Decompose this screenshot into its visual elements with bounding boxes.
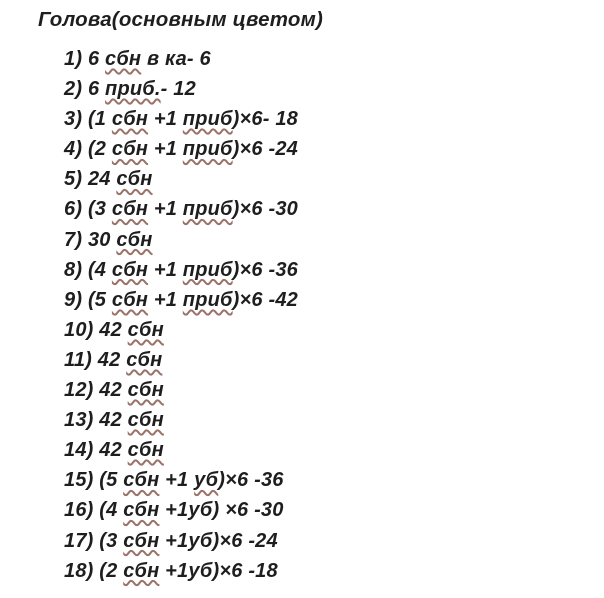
item-text: 6) (3 [64,198,112,221]
misspelled-word: уб [194,469,219,492]
list-item [64,405,604,435]
item-text: 2) 6 [64,78,106,101]
item-text: 17) (3 [64,529,124,552]
misspelled-word: сбн [127,439,164,462]
misspelled-word: сбн [111,288,149,311]
list-item [64,556,604,586]
document-page [0,7,604,598]
item-text: 5) 24 [64,168,117,191]
misspelled-word: сбн [127,409,164,432]
item-text: в ка- 6 [141,48,211,70]
item-text: +1 [148,288,183,311]
page-title: Голова(основным цветом) [38,8,323,31]
item-text: +1 [148,138,183,161]
list-item [64,465,604,495]
list-item [64,225,604,255]
misspelled-word: сбн [123,529,160,552]
list-item [64,104,604,134]
misspelled-word: приб [182,258,233,281]
item-text: 10) 42 [64,318,128,341]
list-item [64,375,604,405]
misspelled-word: сбн [127,379,164,402]
item-text: 4) (2 [64,138,112,161]
misspelled-word: сбн [123,469,160,492]
item-text: )×6- 18 [232,108,298,131]
list-item [64,435,604,465]
misspelled-word: сбн [116,228,153,251]
item-text: 11) 42 [64,348,127,371]
misspelled-word: сбн [127,318,164,341]
list-item [64,74,604,104]
misspelled-word: приб [182,138,233,161]
list-item [64,194,604,224]
item-text: 3) (1 [64,108,112,131]
pattern-list [64,44,604,586]
item-text: 12) 42 [64,379,128,402]
misspelled-word: сбн [123,559,160,582]
list-item [64,495,604,525]
item-text: )×6 -42 [232,288,298,311]
list-item [64,315,604,345]
misspelled-word: приб [182,108,233,131]
item-text: 15) (5 [64,469,124,492]
misspelled-word: сбн [111,258,149,281]
list-item [64,285,604,315]
misspelled-word: сбн [111,138,149,161]
misspelled-word: сбн [105,48,142,70]
misspelled-word: сбн [111,198,149,221]
item-text: )×6 -30 [232,198,298,221]
item-text: 18) (2 [64,559,124,582]
item-text: - 12 [160,78,196,101]
item-text: 14) 42 [64,439,128,462]
item-text: +1 [159,469,195,492]
list-item [64,134,604,164]
item-text: +1уб)×6 -18 [159,559,278,582]
item-text: 8) (4 [64,258,112,281]
list-item [64,526,604,556]
item-text: +1уб)×6 -24 [159,529,278,552]
list-item [64,255,604,285]
item-text: 13) 42 [64,409,128,432]
item-text: +1уб) ×6 -30 [159,499,284,522]
misspelled-word: сбн [123,499,160,522]
item-text: 16) (4 [64,499,124,522]
item-text: )×6 -36 [218,469,284,492]
misspelled-word: приб [182,288,233,311]
list-item [64,44,604,74]
misspelled-word: приб [182,198,233,221]
item-text: )×6 -36 [232,258,298,281]
misspelled-word: сбн [111,108,149,131]
item-text: +1 [148,258,183,281]
misspelled-word: сбн [116,168,153,191]
misspelled-word: приб. [105,78,161,101]
item-text: )×6 -24 [232,138,298,161]
item-text: +1 [148,108,183,131]
list-item [64,164,604,194]
misspelled-word: сбн [126,348,163,371]
item-text: +1 [148,198,183,221]
item-text: 7) 30 [64,228,117,251]
list-item [64,345,604,375]
item-text: 1) 6 [64,48,106,70]
item-text: 9) (5 [64,288,112,311]
